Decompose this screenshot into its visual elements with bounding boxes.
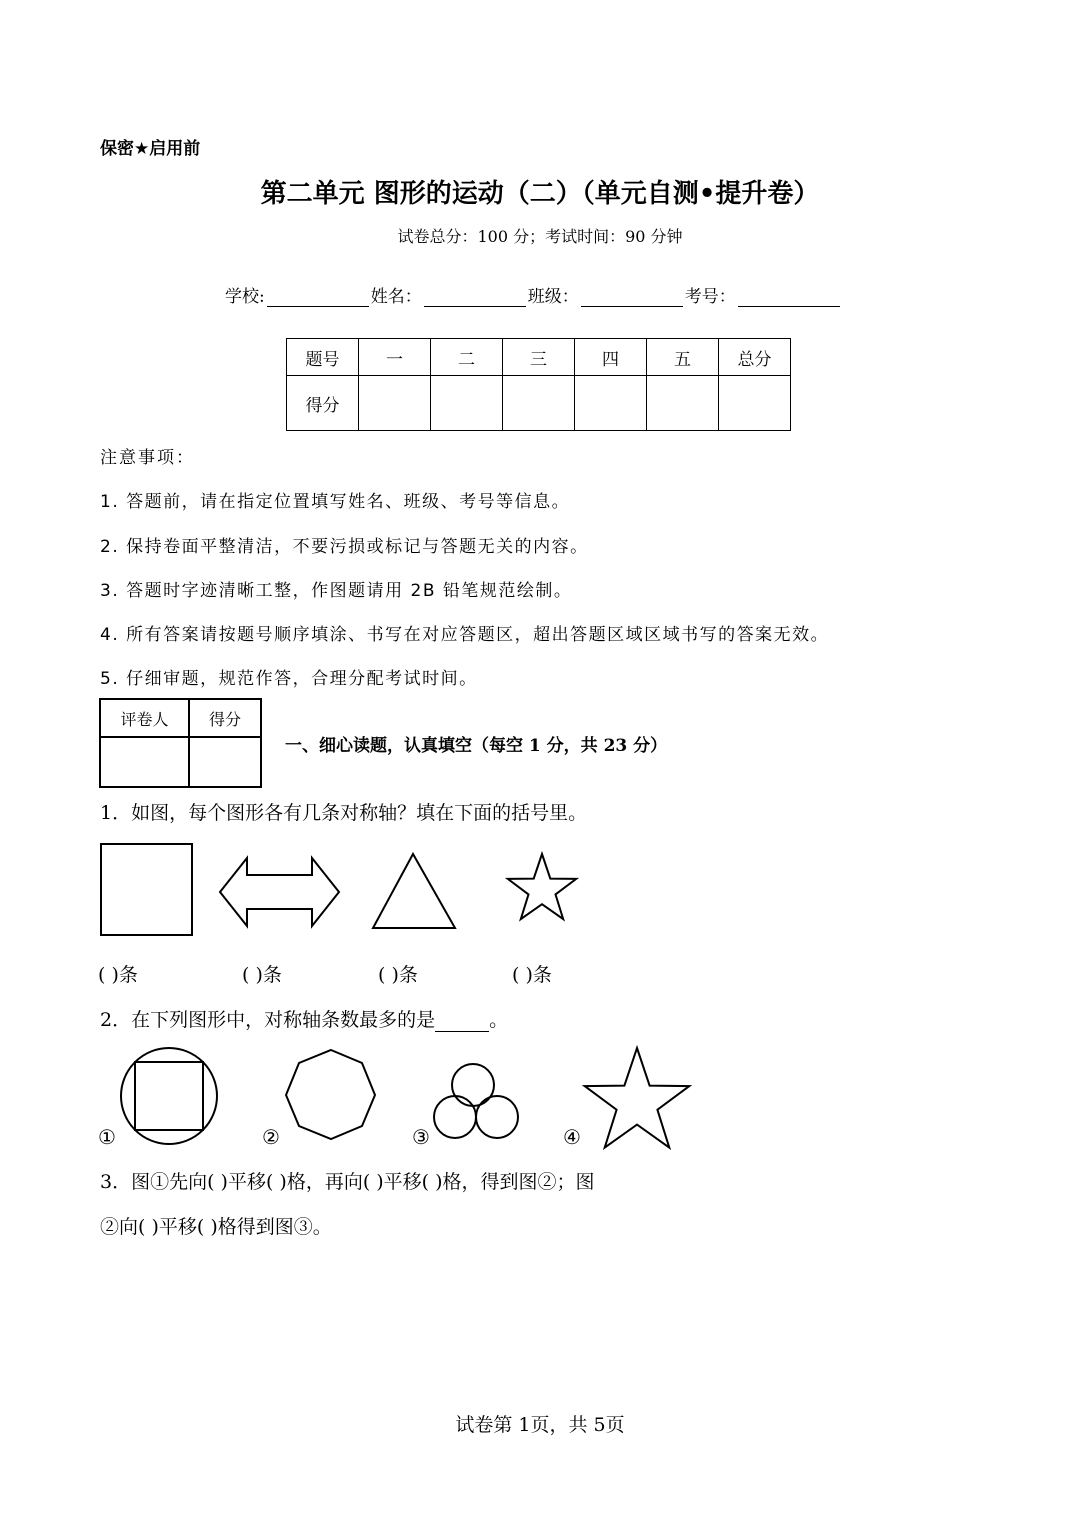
score-col: 一 — [359, 339, 431, 376]
q2-figures — [110, 1040, 710, 1150]
school-label: 学校: — [225, 287, 265, 307]
section-title: 一、细心读题，认真填空（每空 1 分，共 23 分） — [285, 736, 668, 756]
note-item: 2. 保持卷面平整清洁，不要污损或标记与答题无关的内容。 — [100, 537, 589, 557]
name-label: 姓名： — [370, 287, 422, 307]
big-star-figure — [585, 1048, 690, 1148]
q2-label-4: ④ — [563, 1125, 581, 1149]
q1-answer-3[interactable]: ( )条 — [378, 964, 418, 986]
school-field[interactable] — [267, 290, 369, 307]
three-circles-left — [434, 1096, 476, 1138]
q2-label-2: ② — [262, 1125, 280, 1149]
score-cell[interactable] — [359, 376, 431, 431]
grader-cell[interactable] — [100, 737, 189, 787]
q1-answer-2[interactable]: ( )条 — [242, 964, 282, 986]
class-label: 班级： — [527, 287, 579, 307]
grader-score-cell[interactable] — [189, 737, 261, 787]
notes-title: 注意事项： — [100, 448, 195, 468]
score-col: 四 — [575, 339, 647, 376]
page-footer: 试卷第 1页，共 5页 — [455, 1414, 625, 1436]
question-3-line-1: 3．图①先向( )平移( )格，再向( )平移( )格，得到图②；图 — [100, 1171, 595, 1193]
score-col: 二 — [431, 339, 503, 376]
question-3-line-2: ②向( )平移( )格得到图③。 — [100, 1216, 332, 1238]
q1-figures — [95, 838, 595, 943]
note-item: 3. 答题时字迹清晰工整，作图题请用 2B 铅笔规范绘制。 — [100, 581, 573, 601]
q1-answer-1[interactable]: ( )条 — [98, 964, 138, 986]
score-table — [286, 338, 791, 431]
double-arrow-figure — [220, 858, 339, 926]
square-figure — [101, 844, 192, 935]
q2-suffix: 。 — [489, 1009, 509, 1031]
octagon-figure — [286, 1050, 375, 1139]
inscribed-square — [135, 1062, 203, 1130]
exam-subtitle: 试卷总分：100 分；考试时间：90 分钟 — [397, 227, 683, 246]
score-col: 五 — [647, 339, 719, 376]
confidential-label: 保密★启用前 — [100, 139, 201, 159]
q2-answer-blank[interactable] — [435, 1013, 489, 1032]
score-col: 三 — [503, 339, 575, 376]
star-figure — [508, 854, 576, 919]
score-row-label: 得分 — [287, 376, 359, 431]
exam-no-label: 考号： — [684, 287, 736, 307]
grader-table — [99, 698, 262, 788]
exam-title: 第二单元 图形的运动（二）（单元自测•提升卷） — [260, 179, 820, 209]
score-col: 总分 — [719, 339, 791, 376]
q2-label-1: ① — [98, 1125, 116, 1149]
score-cell[interactable] — [719, 376, 791, 431]
exam-no-field[interactable] — [738, 290, 840, 307]
score-table-header: 题号 — [287, 339, 359, 376]
student-info-row — [225, 282, 842, 307]
q1-answer-4[interactable]: ( )条 — [512, 964, 552, 986]
q2-text: 2．在下列图形中，对称轴条数最多的是 — [100, 1009, 436, 1031]
note-item: 4. 所有答案请按题号顺序填涂、书写在对应答题区，超出答题区域区域书写的答案无效。 — [100, 625, 830, 645]
grader-label: 评卷人 — [100, 699, 189, 737]
question-2 — [100, 1005, 508, 1032]
score-cell[interactable] — [575, 376, 647, 431]
grader-score-label: 得分 — [189, 699, 261, 737]
score-cell[interactable] — [431, 376, 503, 431]
name-field[interactable] — [424, 290, 526, 307]
score-cell[interactable] — [503, 376, 575, 431]
note-item: 1. 答题前，请在指定位置填写姓名、班级、考号等信息。 — [100, 492, 571, 512]
note-item: 5. 仔细审题，规范作答，合理分配考试时间。 — [100, 669, 478, 689]
triangle-figure — [373, 854, 455, 928]
class-field[interactable] — [581, 290, 683, 307]
three-circles-top — [452, 1064, 494, 1106]
three-circles-right — [476, 1096, 518, 1138]
score-cell[interactable] — [647, 376, 719, 431]
question-1: 1．如图，每个图形各有几条对称轴？填在下面的括号里。 — [100, 802, 588, 824]
q2-label-3: ③ — [412, 1125, 430, 1149]
